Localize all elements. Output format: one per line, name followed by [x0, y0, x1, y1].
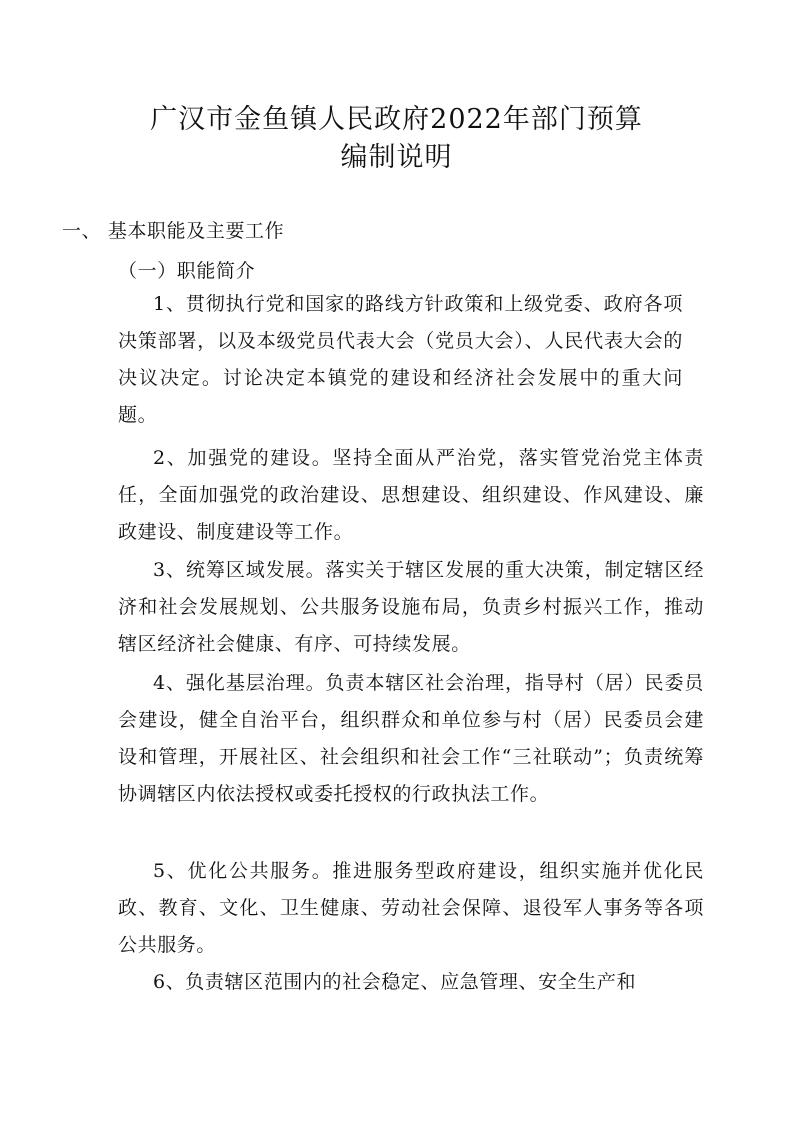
paragraph-6: 6、负责辖区范围内的社会稳定、应急管理、安全生产和: [153, 971, 637, 993]
document-subtitle: 编制说明: [340, 142, 453, 173]
section-heading: 一、 基本职能及主要工作: [62, 220, 285, 242]
document-title: 广汉市金鱼镇人民政府2022年部门预算: [150, 104, 643, 135]
paragraph-5: 5、优化公共服务。推进服务型政府建设，组织实施并优化民政、教育、文化、卫生健康、劳动社会保障、退役军人事务等各项公共服务。: [118, 860, 704, 956]
paragraph-3: 3、统筹区域发展。落实关于辖区发展的重大决策，制定辖区经济和社会发展规划、公共服务设施布局，负责乡村振兴工作，推动辖区经济社会健康、有序、可持续发展。: [118, 559, 704, 655]
subsection-heading: （一）职能简介: [118, 260, 256, 282]
paragraph-1: 1、贯彻执行党和国家的路线方针政策和上级党委、政府各项决策部署，以及本级党员代表大会（党员大会）、人民代表大会的决议决定。讨论决定本镇党的建设和经济社会发展中的重大问题。: [118, 293, 683, 426]
paragraph-2: 2、加强党的建设。坚持全面从严治党，落实管党治党主体责任，全面加强党的政治建设、思想建设、组织建设、作风建设、廉政建设、制度建设等工作。: [118, 447, 704, 543]
paragraph-4: 4、强化基层治理。负责本辖区社会治理，指导村（居）民委员会建设，健全自治平台，组织群众和单位参与村（居）民委员会建设和管理，开展社区、社会组织和社会工作“三社联动”；负责统筹协调辖区内依法授权或委托授权的行政执法工作。: [118, 672, 704, 805]
